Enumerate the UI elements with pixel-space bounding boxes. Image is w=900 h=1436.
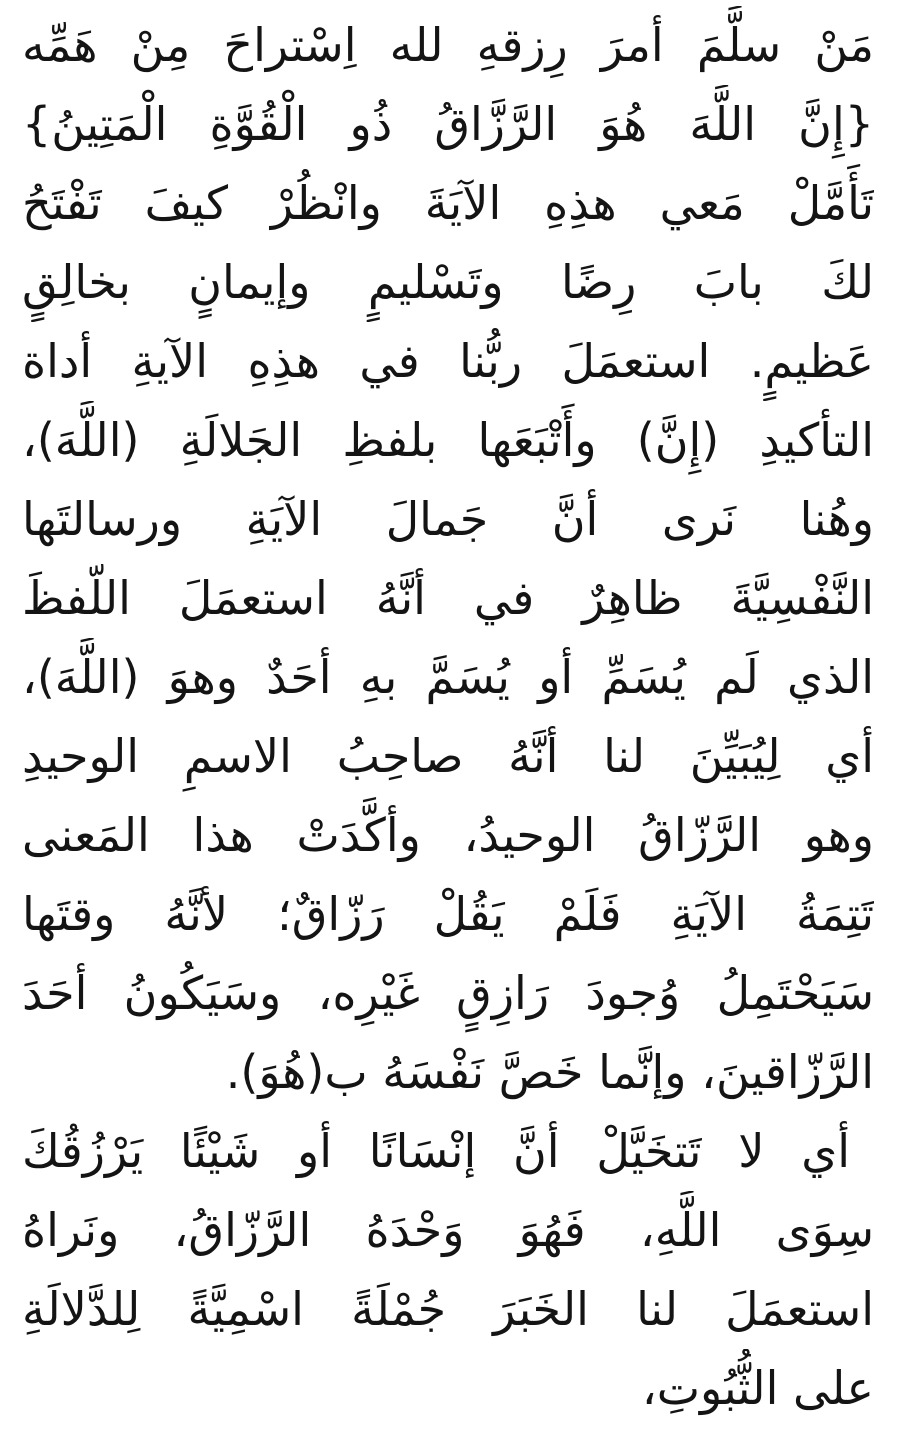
- text-line: لكَ بابَ رِضًا وتَسْليمٍ وإيمانٍ بخالِقٍ: [22, 255, 874, 309]
- text-line: الذي لَم يُسَمِّ أو يُسَمَّ بهِ أحَدٌ وهوَ (اللَّهَ)،: [22, 650, 874, 704]
- text-line: استعمَلَ لنا الخَبَرَ جُمْلَةً اسْمِيَّةً لِلدَّلالَةِ: [22, 1282, 874, 1336]
- text-line: سِوَى اللَّهِ، فَهُوَ وَحْدَهُ الرَّزّاقُ، ونَراهُ: [22, 1203, 874, 1257]
- text-line-verse: {إِنَّ اللَّهَ هُوَ الرَّزَّاقُ ذُو الْقُوَّةِ الْمَتِينُ}: [22, 97, 874, 151]
- text-line-title: مَنْ سلَّمَ أمرَ رِزقهِ لله اِسْتراحَ مِنْ هَمِّه: [22, 18, 874, 72]
- text-line-final: على الثُّبُوتِ،: [641, 1361, 874, 1415]
- text-line: عَظيمٍ. استعمَلَ ربُّنا في هذِهِ الآيةِ أداة: [22, 334, 874, 388]
- text-line: وهو الرَّزّاقُ الوحيدُ، وأكَّدَتْ هذا المَعنى: [22, 808, 874, 862]
- text-line: التأكيدِ (إِنَّ) وأَتْبَعَها بلفظِ الجَلالَةِ (اللَّهَ)،: [22, 413, 874, 467]
- text-line: أي لِيُبَيِّنَ لنا أنَّهُ صاحِبُ الاسمِ الوحيدِ: [22, 729, 874, 783]
- text-line: النَّفْسِيَّةَ ظاهِرٌ في أنَّهُ استعمَلَ اللّفظَ: [22, 571, 874, 625]
- text-line-paragraph-start: أي لا تَتخَيَّلْ أنَّ إنْسَانًا أو شَيْئًا يَرْزُقُكَ: [22, 1124, 850, 1178]
- text-line: تَأَمَّلْ مَعي هذِهِ الآيَةَ وانْظُرْ كيفَ تَفْتَحُ: [22, 176, 874, 230]
- text-line: سَيَحْتَمِلُ وُجودَ رَازِقٍ غَيْرِه، وسَيَكُونُ أحَدَ: [22, 966, 874, 1020]
- text-line-paragraph-end: الرَّزّاقينَ، وإنَّما خَصَّ نَفْسَهُ ب(هُوَ).: [225, 1045, 874, 1099]
- text-line: تَتِمَةُ الآيَةِ فَلَمْ يَقُلْ رَزّاقٌ؛ لأنَّهُ وقتَها: [22, 887, 874, 941]
- text-line: وهُنا نَرى أنَّ جَمالَ الآيَةِ ورسالتَها: [22, 492, 874, 546]
